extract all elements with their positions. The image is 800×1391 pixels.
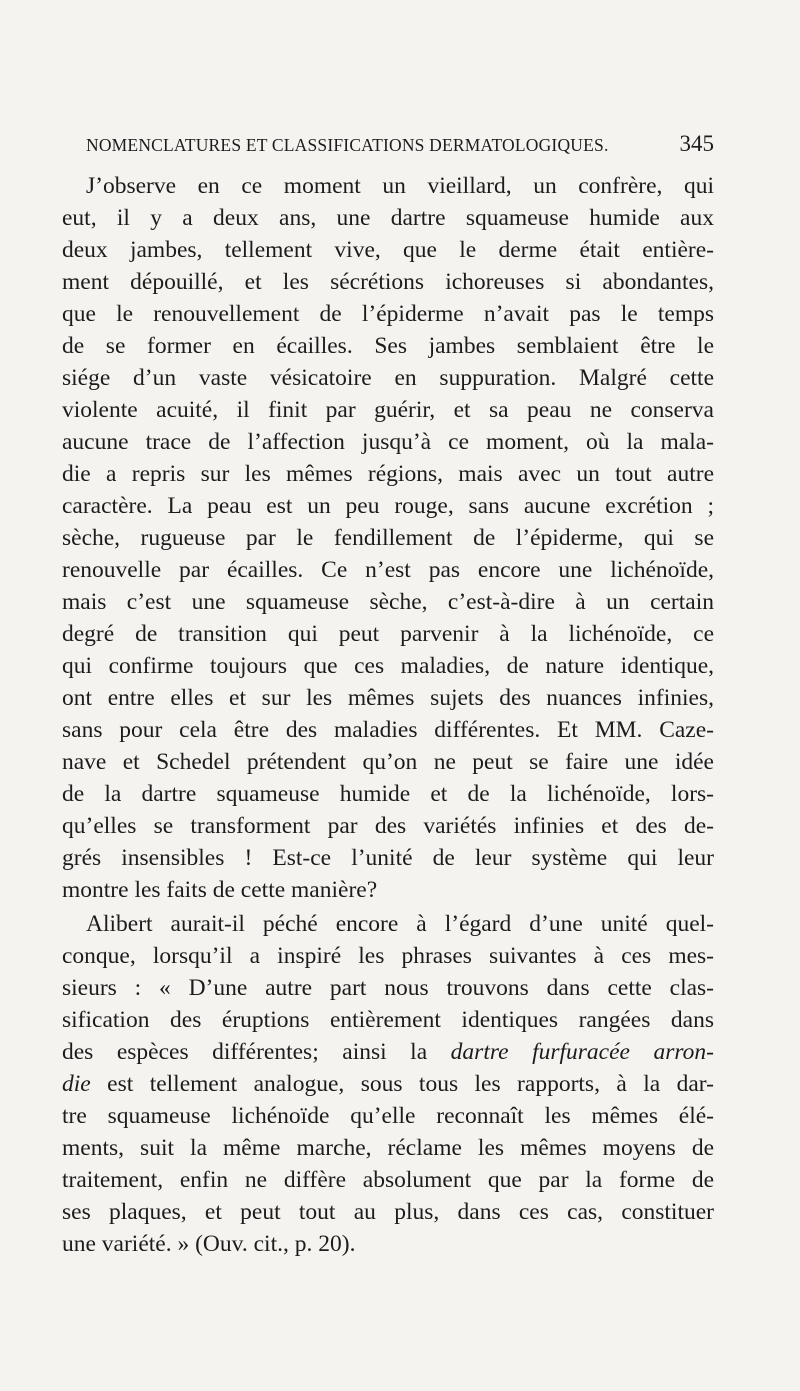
text-line: eut, il y a deux ans, une dartre squameuse humide aux <box>62 205 714 231</box>
text-line: violente acuité, il finit par guérir, et sa peau ne conserva <box>62 397 714 423</box>
text-line: sification des éruptions entièrement identiques rangées dans <box>62 1007 714 1033</box>
text-line: ont entre elles et sur les mêmes sujets des nuances infinies, <box>62 685 714 711</box>
body-text <box>62 170 714 1260</box>
text-line: sans pour cela être des maladies différentes. Et MM. Caze- <box>62 717 714 743</box>
text-line: sieurs : « D’une autre part nous trouvons dans cette clas- <box>62 975 714 1001</box>
text-line: de la dartre squameuse humide et de la lichénoïde, lors- <box>62 781 714 807</box>
text-line: une variété. » (Ouv. cit., p. 20). <box>62 1231 356 1257</box>
text-line <box>62 1036 714 1068</box>
text-line: nave et Schedel prétendent qu’on ne peut se faire une idée <box>62 749 714 775</box>
italic-term: die <box>62 1071 91 1097</box>
text-line <box>62 1068 714 1100</box>
running-head <box>86 131 714 161</box>
text-line: degré de transition qui peut parvenir à la lichénoïde, ce <box>62 621 714 647</box>
text-line: ments, suit la même marche, réclame les mêmes moyens de <box>62 1135 714 1161</box>
text-line: qui confirme toujours que ces maladies, de nature identique, <box>62 653 714 679</box>
text-line: sèche, rugueuse par le fendillement de l’épiderme, qui se <box>62 525 714 551</box>
text-line: conque, lorsqu’il a inspiré les phrases suivantes à ces mes- <box>62 943 714 969</box>
text-line: siége d’un vaste vésicatoire en suppuration. Malgré cette <box>62 365 714 391</box>
text-line: J’observe en ce moment un vieillard, un confrère, qui <box>86 173 714 199</box>
text-line: ment dépouillé, et les sécrétions ichoreuses si abondantes, <box>62 269 714 295</box>
text-line: traitement, enfin ne diffère absolument que par la forme de <box>62 1167 714 1193</box>
text-line: aucune trace de l’affection jusqu’à ce moment, où la mala- <box>62 429 714 455</box>
text-line: die a repris sur les mêmes régions, mais avec un tout autre <box>62 461 714 487</box>
text-line: Alibert aurait-il péché encore à l’égard d’une unité quel- <box>86 911 714 937</box>
text-run: des espèces différentes; ainsi la <box>62 1039 428 1065</box>
paragraph-2 <box>62 908 714 1260</box>
page-number: 345 <box>679 131 714 156</box>
italic-term: dartre furfuracée arron- <box>450 1039 714 1065</box>
text-line: qu’elles se transforment par des variétés infinies et des de- <box>62 813 714 839</box>
text-line: que le renouvellement de l’épiderme n’avait pas le temps <box>62 301 714 327</box>
text-line: montre les faits de cette manière? <box>62 877 378 903</box>
text-line: ses plaques, et peut tout au plus, dans ces cas, constituer <box>62 1199 714 1225</box>
text-line: grés insensibles ! Est-ce l’unité de leur système qui leur <box>62 845 714 871</box>
text-line: renouvelle par écailles. Ce n’est pas encore une lichénoïde, <box>62 557 714 583</box>
running-title: NOMENCLATURES ET CLASSIFICATIONS DERMATOLOGIQUES. <box>86 135 609 155</box>
text-line: tre squameuse lichénoïde qu’elle reconnaît les mêmes élé- <box>62 1103 714 1129</box>
text-line: deux jambes, tellement vive, que le derme était entière- <box>62 237 714 263</box>
text-line: caractère. La peau est un peu rouge, sans aucune excrétion ; <box>62 493 714 519</box>
paragraph-1 <box>62 170 714 906</box>
text-line: de se former en écailles. Ses jambes semblaient être le <box>62 333 714 359</box>
text-run: est tellement analogue, sous tous les rapports, à la dar- <box>107 1071 714 1097</box>
text-line: mais c’est une squameuse sèche, c’est-à-dire à un certain <box>62 589 714 615</box>
